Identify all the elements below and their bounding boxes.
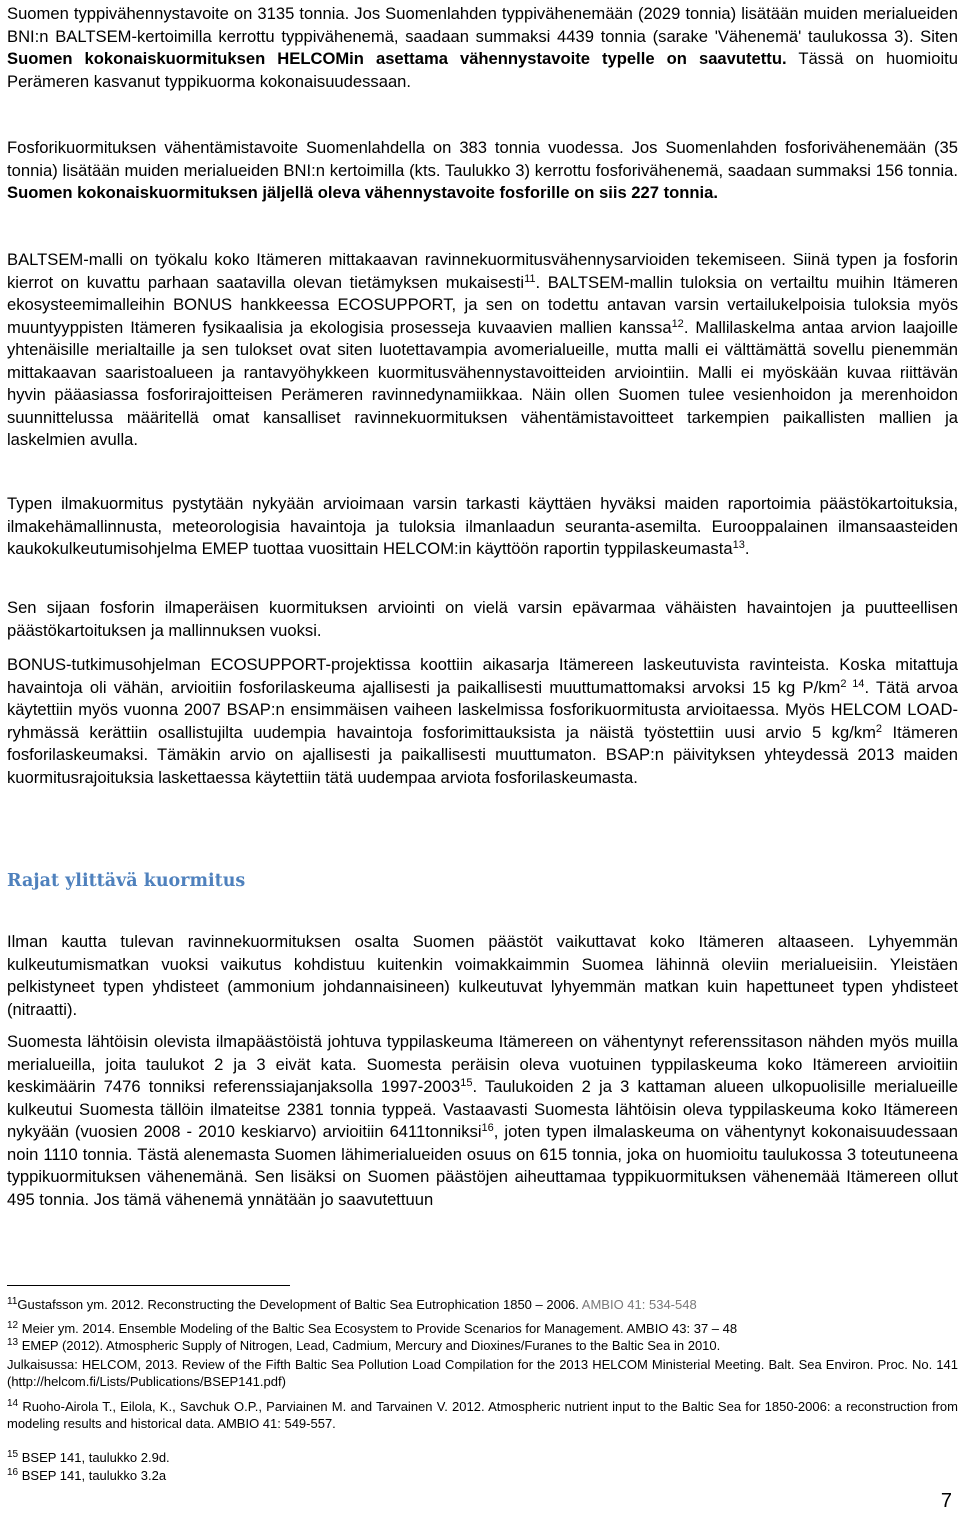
- section-heading: Rajat ylittävä kuormitus: [7, 871, 246, 891]
- footnote-number: 13: [7, 1337, 19, 1348]
- footnote-ref[interactable]: 13: [732, 539, 745, 551]
- footnote-separator: [7, 1285, 290, 1286]
- footnote-number: 12: [7, 1320, 19, 1331]
- footnote-citation: AMBIO 41: 534-548: [581, 1297, 697, 1312]
- text-span: Ilman kautta tulevan ravinnekuormituksen osalta Suomen päästöt vaikuttavat koko Itämeren altaaseen. Lyhyemmän kulkeutumismatkan vuoksi vaikutus kohdistuu kuitenkin voimakkaimmin Suomea lähinnä oleviin merialueisiin. Yleistäen pelkistyneet typen yhdisteet (ammonium johdannaisineen) kulkeutuvat lyhyemmän matkan kuin hapettuneet typen yhdisteet (nitraatti).: [7, 932, 958, 1019]
- footnote-ref[interactable]: 11: [524, 272, 536, 285]
- footnote-ref[interactable]: 2 14: [840, 677, 865, 690]
- text-span: , joten typen ilmalaskeuma on vähentynyt kokonaisuudessaan noin 1110 tonnia. Tästä alenemasta Suomen lähimerialueiden osuus on 615 tonnia, joka on huomioitu taulukossa 3 toteutuneena typpikuormituksen vähenemänä. Sen lisäksi on Suomen päästöjen aiheuttamaa typpikuormituksen vähenemää Itämereen ollut 495 tonnia. Jos tämä vähenemä ynnätään jo saavutettuun: [7, 1122, 958, 1209]
- paragraph-nitrogen-air-load: [7, 493, 958, 561]
- paragraph-ecosupport: [7, 654, 958, 789]
- footnote-text: EMEP (2012). Atmospheric Supply of Nitrogen, Lead, Cadmium, Mercury and Dioxines/Furanes to the Baltic Sea in 2010.: [18, 1338, 721, 1353]
- text-span: BALTSEM-malli on työkalu koko Itämeren mittakaavan ravinnekuormitusvähennysarvioiden tekemiseen. Siinä typen ja fosforin kierrot on kuvattu parhaan saatavilla olevan tietämyksen mukaisesti: [7, 250, 958, 292]
- footnote-text: Meier ym. 2014. Ensemble Modeling of the Baltic Sea Ecosystem to Provide Scenarios for Management. AMBIO 43: 37 – 48: [18, 1321, 738, 1336]
- footnote-number: 11: [7, 1296, 18, 1307]
- text-span: BONUS-tutkimusohjelman ECOSUPPORT-projektissa koottiin aikasarja Itämereen laskeutuvista ravinteista. Koska mitattuja havaintoja oli vähän, arvioitiin fosforilaskeuma ajallisesti ja paikallisesti muuttumattomaksi arvoksi 15 kg P/km: [7, 655, 958, 697]
- paragraph-phosphorus-air-load: [7, 597, 958, 642]
- text-span: . BALTSEM-mallin tuloksia on vertailtu muihin Itämeren ekosysteemimalleihin BONUS hankkeessa ECOSUPPORT, ja sen on todettu antavan varsin vertailukelpoisia tuloksia myös muuntyyppisten Itämeren fysikaalisia ja ekologisia prosesseja kuvaavien mallien kanssa: [7, 272, 958, 337]
- footnote-15: [7, 1449, 958, 1466]
- footnote-text: Julkaisussa: HELCOM, 2013. Review of the Fifth Baltic Sea Pollution Load Compilation for the 2013 HELCOM Ministerial Meeting. Balt. Sea Environ. Proc. No. 141 (http://helcom.fi/Lists/Publications/BSEP141.pdf): [7, 1357, 958, 1389]
- paragraph-nitrogen-target: [7, 3, 958, 93]
- footnote-11: [7, 1296, 958, 1313]
- footnote-ref[interactable]: 12: [671, 317, 684, 330]
- superscript: 2: [875, 722, 883, 735]
- bold-text: Suomen kokonaiskuormituksen HELCOMin asettama vähennystavoite typelle on saavutettu.: [7, 49, 787, 68]
- footnote-number: 14: [7, 1398, 19, 1409]
- paragraph-transboundary-details: [7, 1031, 958, 1211]
- footnote-13-source: [7, 1356, 958, 1390]
- text-span: . Mallilaskelma antaa arvion laajoille yhtenäisille merialtaille ja sen tulokset ovat siten luotettavampia avomerialueille, mutta malli ei välttämättä sovellu pienemmän mittakaavan saaristoalueen ja rantavyöhykkeen kuormitusvähennystavoitteiden arviointiin. Malli ei myöskään kuvaa riittävän hyvin pääasiassa fosforirajoitteisen Perämeren ravinnedynamiikkaa. Näin ollen Suomen tulee vesienhoidon ja merenhoidon suunnittelussa määritellä omat kansalliset ravinnekuormituksen vähentämistavoitteet tarkempien paikallisten mallien ja laskelmien avulla.: [7, 317, 958, 449]
- text-span: Sen sijaan fosforin ilmaperäisen kuormituksen arviointi on vielä varsin epävarmaa vähäisten havaintojen ja puutteellisen päästökartoituksen ja mallinnuksen vuoksi.: [7, 598, 958, 640]
- text-span: Fosforikuormituksen vähentämistavoite Suomenlahdella on 383 tonnia vuodessa. Jos Suomenlahden fosforivähenemään (35 tonnia) lisätään muiden merialueiden BNI:n kertoimilla (kts. Taulukko 3) kerrottu fosforivähenemä, saadaan summaksi 156 tonnia.: [7, 138, 958, 180]
- footnote-number: 15: [7, 1449, 19, 1460]
- footnote-text: BSEP 141, taulukko 3.2a: [18, 1468, 167, 1483]
- text-span: Suomesta lähtöisin olevista ilmapäästöistä johtuva typpilaskeuma Itämereen on vähentynyt referenssitason nähden myös muilla merialueilla, joita taulukot 2 ja 3 eivät kata. Suomesta peräisin oleva vuotuinen typpilaskeuma koko Itämereen arvioitiin keskimäärin 7476 tonniksi referenssiajanjaksolla 1997-2003: [7, 1032, 958, 1096]
- text-span: . Taulukoiden 2 ja 3 kattaman alueen ulkopuolisille merialueille kulkeutui Suomesta tällöin ilmateitse 2381 tonnia typpeä. Vastaavasti Suomesta lähtöisin oleva typpilaskeuma koko Itämereen nykyään (vuosien 2008 - 2010 keskiarvo) arvioitiin 6411tonniksi: [7, 1077, 958, 1141]
- paragraph-baltsem-model: [7, 249, 958, 452]
- footnote-ref[interactable]: 15: [460, 1077, 473, 1089]
- footnote-12: [7, 1320, 958, 1337]
- footnote-number: 16: [7, 1467, 19, 1478]
- footnote-text: BSEP 141, taulukko 2.9d.: [18, 1450, 170, 1465]
- text-span: Typen ilmakuormitus pystytään nykyään arvioimaan varsin tarkasti käyttäen hyväksi maiden raportoimia päästökartoituksia, ilmakehämallinnusta, meteorologisia havaintoja ja tuloksia ilmanlaadun seuranta-asemilta. Eurooppalainen ilmansaasteiden kaukokulkeutumisohjelma EMEP tuottaa vuosittain HELCOM:in käyttöön raportin typpilaskeumasta: [7, 494, 958, 558]
- text-span: Suomen typpivähennystavoite on 3135 tonnia. Jos Suomenlahden typpivähenemään (2029 tonnia) lisätään muiden merialueiden BNI:n BALTSEM-kertoimilla kerrottu typpivähenemä, saadaan summaksi 4439 tonnia (sarake 'Vähenemä' taulukossa 3). Siten: [7, 4, 958, 46]
- footnote-13: [7, 1337, 958, 1354]
- bold-text: Suomen kokonaiskuormituksen jäljellä oleva vähennystavoite fosforille on siis 227 tonnia.: [7, 183, 718, 202]
- paragraph-phosphorus-target: [7, 137, 958, 205]
- text-span: Tässä on huomioitu Perämeren kasvanut typpikuorma kokonaisuudessaan.: [7, 49, 958, 91]
- footnote-14: [7, 1398, 958, 1432]
- footnote-text: Gustafsson ym. 2012. Reconstructing the Development of Baltic Sea Eutrophication 1850 – 2006.: [17, 1297, 582, 1312]
- footnote-16: [7, 1467, 958, 1484]
- text-span: . Tätä arvoa käytettiin myös vuonna 2007 BSAP:n ensimmäisen vaiheen laskelmissa fosforikuormitusta arvioitaessa. Myös HELCOM LOAD-ryhmässä kerättiin osallistujilta uudempia havaintoja fosforimittauksista ja näistä työstettiin uusi arvio 5 kg/km: [7, 677, 958, 742]
- text-span: Itämeren fosforilaskeumaksi. Tämäkin arvio on ajallisesti ja paikallisesti muuttumaton. BSAP:n päivityksen yhteydessä 2013 maiden kuormitusrajoituksia laskettaessa käytettiin tätä uudempaa arviota fosforilaskeumasta.: [7, 722, 958, 787]
- paragraph-transboundary-intro: [7, 931, 958, 1021]
- text-span: .: [744, 539, 750, 558]
- footnote-ref[interactable]: 16: [481, 1122, 494, 1134]
- page-number: 7: [940, 1490, 952, 1512]
- footnote-text: Ruoho-Airola T., Eilola, K., Savchuk O.P., Parviainen M. and Tarvainen V. 2012. Atmospheric nutrient input to the Baltic Sea for 1850-2006: a reconstruction from modeling results and historical data. AMBIO 41: 549-557.: [7, 1399, 958, 1431]
